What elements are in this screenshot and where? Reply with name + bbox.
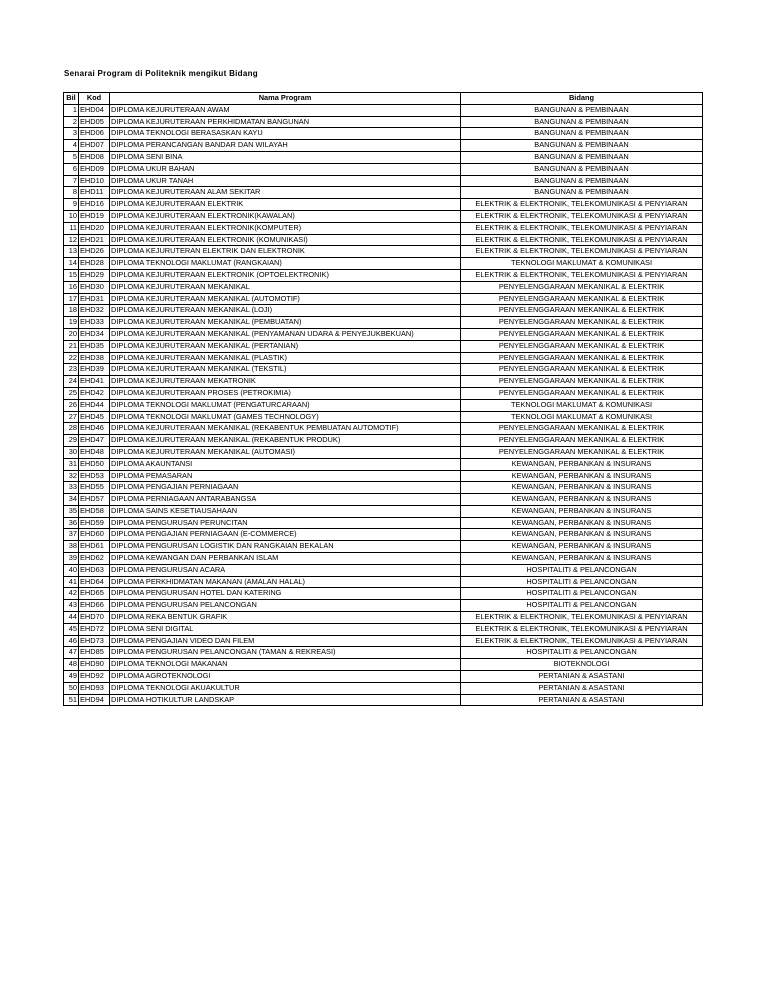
program-field: KEWANGAN, PERBANKAN & INSURANS bbox=[461, 458, 703, 470]
program-name: DIPLOMA KEJURUTERAAN MEKANIKAL (PERTANIAN) bbox=[110, 340, 461, 352]
table-row bbox=[64, 576, 703, 588]
row-number: 4 bbox=[64, 140, 79, 152]
program-code: EHD73 bbox=[79, 635, 110, 647]
table-row bbox=[64, 635, 703, 647]
program-code: EHD46 bbox=[79, 423, 110, 435]
program-name: DIPLOMA KEJURUTERAAN MEKANIKAL (PLASTIK) bbox=[110, 352, 461, 364]
program-field: BANGUNAN & PEMBINAAN bbox=[461, 128, 703, 140]
program-code: EHD19 bbox=[79, 210, 110, 222]
program-name: DIPLOMA TEKNOLOGI MAKANAN bbox=[110, 659, 461, 671]
program-field: ELEKTRIK & ELEKTRONIK, TELEKOMUNIKASI & PENYIARAN bbox=[461, 635, 703, 647]
table-row bbox=[64, 340, 703, 352]
program-field: PENYELENGGARAAN MEKANIKAL & ELEKTRIK bbox=[461, 281, 703, 293]
table-row bbox=[64, 517, 703, 529]
row-number: 41 bbox=[64, 576, 79, 588]
row-number: 24 bbox=[64, 376, 79, 388]
program-code: EHD45 bbox=[79, 411, 110, 423]
row-number: 47 bbox=[64, 647, 79, 659]
program-field: PENYELENGGARAAN MEKANIKAL & ELEKTRIK bbox=[461, 328, 703, 340]
program-code: EHD50 bbox=[79, 458, 110, 470]
program-name: DIPLOMA KEJURUTERAN ELEKTRIK DAN ELEKTRONIK bbox=[110, 246, 461, 258]
table-row bbox=[64, 234, 703, 246]
program-field: KEWANGAN, PERBANKAN & INSURANS bbox=[461, 494, 703, 506]
program-code: EHD65 bbox=[79, 588, 110, 600]
program-field: TEKNOLOGI MAKLUMAT & KOMUNIKASI bbox=[461, 258, 703, 270]
program-field: KEWANGAN, PERBANKAN & INSURANS bbox=[461, 505, 703, 517]
program-code: EHD92 bbox=[79, 671, 110, 683]
table-row bbox=[64, 281, 703, 293]
program-name: DIPLOMA KEJURUTERAAN ELEKTRONIK(KAWALAN) bbox=[110, 210, 461, 222]
program-code: EHD94 bbox=[79, 694, 110, 706]
row-number: 8 bbox=[64, 187, 79, 199]
program-name: DIPLOMA PENGURUSAN PELANCONGAN bbox=[110, 600, 461, 612]
table-row bbox=[64, 446, 703, 458]
program-name: DIPLOMA SENI BINA bbox=[110, 151, 461, 163]
table-row bbox=[64, 352, 703, 364]
program-field: PENYELENGGARAAN MEKANIKAL & ELEKTRIK bbox=[461, 376, 703, 388]
table-row bbox=[64, 553, 703, 565]
program-code: EHD53 bbox=[79, 470, 110, 482]
header-bil: Bil bbox=[64, 93, 79, 105]
table-row bbox=[64, 541, 703, 553]
program-code: EHD63 bbox=[79, 564, 110, 576]
program-field: ELEKTRIK & ELEKTRONIK, TELEKOMUNIKASI & PENYIARAN bbox=[461, 269, 703, 281]
program-field: PENYELENGGARAAN MEKANIKAL & ELEKTRIK bbox=[461, 364, 703, 376]
table-row bbox=[64, 199, 703, 211]
program-name: DIPLOMA UKUR BAHAN bbox=[110, 163, 461, 175]
program-field: BANGUNAN & PEMBINAAN bbox=[461, 104, 703, 116]
program-name: DIPLOMA TEKNOLOGI MAKLUMAT (GAMES TECHNOLOGY) bbox=[110, 411, 461, 423]
program-code: EHD38 bbox=[79, 352, 110, 364]
row-number: 18 bbox=[64, 305, 79, 317]
row-number: 46 bbox=[64, 635, 79, 647]
table-row bbox=[64, 246, 703, 258]
row-number: 49 bbox=[64, 671, 79, 683]
table-row bbox=[64, 104, 703, 116]
program-field: HOSPITALITI & PELANCONGAN bbox=[461, 564, 703, 576]
program-code: EHD61 bbox=[79, 541, 110, 553]
table-row bbox=[64, 376, 703, 388]
program-code: EHD58 bbox=[79, 505, 110, 517]
row-number: 51 bbox=[64, 694, 79, 706]
table-row bbox=[64, 682, 703, 694]
row-number: 16 bbox=[64, 281, 79, 293]
table-row bbox=[64, 671, 703, 683]
table-body bbox=[64, 104, 703, 706]
program-code: EHD26 bbox=[79, 246, 110, 258]
table-row bbox=[64, 399, 703, 411]
row-number: 38 bbox=[64, 541, 79, 553]
program-name: DIPLOMA PENGURUSAN PELANCONGAN (TAMAN & REKREASI) bbox=[110, 647, 461, 659]
program-code: EHD42 bbox=[79, 387, 110, 399]
program-name: DIPLOMA PERANCANGAN BANDAR DAN WILAYAH bbox=[110, 140, 461, 152]
program-name: DIPLOMA HOTIKULTUR LANDSKAP bbox=[110, 694, 461, 706]
program-code: EHD28 bbox=[79, 258, 110, 270]
program-name: DIPLOMA KEJURUTERAAN MEKANIKAL bbox=[110, 281, 461, 293]
program-code: EHD30 bbox=[79, 281, 110, 293]
program-name: DIPLOMA UKUR TANAH bbox=[110, 175, 461, 187]
program-code: EHD57 bbox=[79, 494, 110, 506]
program-field: ELEKTRIK & ELEKTRONIK, TELEKOMUNIKASI & PENYIARAN bbox=[461, 246, 703, 258]
row-number: 33 bbox=[64, 482, 79, 494]
program-field: ELEKTRIK & ELEKTRONIK, TELEKOMUNIKASI & PENYIARAN bbox=[461, 222, 703, 234]
table-row bbox=[64, 328, 703, 340]
program-field: BANGUNAN & PEMBINAAN bbox=[461, 151, 703, 163]
row-number: 34 bbox=[64, 494, 79, 506]
row-number: 21 bbox=[64, 340, 79, 352]
program-code: EHD48 bbox=[79, 446, 110, 458]
program-name: DIPLOMA KEJURUTERAAN MEKATRONIK bbox=[110, 376, 461, 388]
program-field: PENYELENGGARAAN MEKANIKAL & ELEKTRIK bbox=[461, 340, 703, 352]
row-number: 25 bbox=[64, 387, 79, 399]
row-number: 11 bbox=[64, 222, 79, 234]
table-row bbox=[64, 258, 703, 270]
program-code: EHD10 bbox=[79, 175, 110, 187]
row-number: 32 bbox=[64, 470, 79, 482]
row-number: 14 bbox=[64, 258, 79, 270]
program-field: ELEKTRIK & ELEKTRONIK, TELEKOMUNIKASI & PENYIARAN bbox=[461, 623, 703, 635]
program-name: DIPLOMA PERNIAGAAN ANTARABANGSA bbox=[110, 494, 461, 506]
program-code: EHD93 bbox=[79, 682, 110, 694]
table-row bbox=[64, 364, 703, 376]
table-row bbox=[64, 151, 703, 163]
program-field: HOSPITALITI & PELANCONGAN bbox=[461, 647, 703, 659]
header-nama-program: Nama Program bbox=[110, 93, 461, 105]
program-field: PENYELENGGARAAN MEKANIKAL & ELEKTRIK bbox=[461, 317, 703, 329]
program-code: EHD07 bbox=[79, 140, 110, 152]
table-row bbox=[64, 435, 703, 447]
row-number: 39 bbox=[64, 553, 79, 565]
table-row bbox=[64, 387, 703, 399]
table-row bbox=[64, 116, 703, 128]
program-field: BANGUNAN & PEMBINAAN bbox=[461, 116, 703, 128]
row-number: 26 bbox=[64, 399, 79, 411]
program-name: DIPLOMA KEJURUTERAAN MEKANIKAL (LOJI) bbox=[110, 305, 461, 317]
program-name: DIPLOMA KEJURUTERAAN PROSES (PETROKIMIA) bbox=[110, 387, 461, 399]
program-name: DIPLOMA KEJURUTERAAN MEKANIKAL (AUTOMOTIF) bbox=[110, 293, 461, 305]
program-code: EHD39 bbox=[79, 364, 110, 376]
row-number: 27 bbox=[64, 411, 79, 423]
table-row bbox=[64, 423, 703, 435]
table-row bbox=[64, 600, 703, 612]
row-number: 36 bbox=[64, 517, 79, 529]
program-field: PENYELENGGARAAN MEKANIKAL & ELEKTRIK bbox=[461, 423, 703, 435]
program-field: ELEKTRIK & ELEKTRONIK, TELEKOMUNIKASI & PENYIARAN bbox=[461, 199, 703, 211]
row-number: 6 bbox=[64, 163, 79, 175]
program-name: DIPLOMA PENGURUSAN PERUNCITAN bbox=[110, 517, 461, 529]
table-row bbox=[64, 411, 703, 423]
program-field: HOSPITALITI & PELANCONGAN bbox=[461, 576, 703, 588]
program-code: EHD29 bbox=[79, 269, 110, 281]
program-name: DIPLOMA TEKNOLOGI AKUAKULTUR bbox=[110, 682, 461, 694]
program-code: EHD34 bbox=[79, 328, 110, 340]
program-name: DIPLOMA PENGAJIAN PERNIAGAAN (E-COMMERCE) bbox=[110, 529, 461, 541]
program-name: DIPLOMA PENGURUSAN HOTEL DAN KATERING bbox=[110, 588, 461, 600]
row-number: 23 bbox=[64, 364, 79, 376]
row-number: 10 bbox=[64, 210, 79, 222]
program-name: DIPLOMA KEJURUTERAAN MEKANIKAL (REKABENTUK PRODUK) bbox=[110, 435, 461, 447]
program-field: KEWANGAN, PERBANKAN & INSURANS bbox=[461, 541, 703, 553]
table-row bbox=[64, 293, 703, 305]
table-row bbox=[64, 458, 703, 470]
program-code: EHD32 bbox=[79, 305, 110, 317]
table-row bbox=[64, 163, 703, 175]
program-name: DIPLOMA AKAUNTANSI bbox=[110, 458, 461, 470]
program-field: ELEKTRIK & ELEKTRONIK, TELEKOMUNIKASI & PENYIARAN bbox=[461, 210, 703, 222]
table-row bbox=[64, 269, 703, 281]
program-name: DIPLOMA KEJURUTERAAN MEKANIKAL (PENYAMANAN UDARA & PENYEJUKBEKUAN) bbox=[110, 328, 461, 340]
table-row bbox=[64, 482, 703, 494]
row-number: 12 bbox=[64, 234, 79, 246]
program-name: DIPLOMA PENGAJIAN VIDEO DAN FILEM bbox=[110, 635, 461, 647]
program-name: DIPLOMA KEJURUTERAAN ELEKTRIK bbox=[110, 199, 461, 211]
program-code: EHD04 bbox=[79, 104, 110, 116]
program-name: DIPLOMA SAINS KESETIAUSAHAAN bbox=[110, 505, 461, 517]
row-number: 43 bbox=[64, 600, 79, 612]
table-row bbox=[64, 210, 703, 222]
program-field: BIOTEKNOLOGI bbox=[461, 659, 703, 671]
program-code: EHD11 bbox=[79, 187, 110, 199]
program-field: BANGUNAN & PEMBINAAN bbox=[461, 187, 703, 199]
program-field: TEKNOLOGI MAKLUMAT & KOMUNIKASI bbox=[461, 411, 703, 423]
row-number: 31 bbox=[64, 458, 79, 470]
program-name: DIPLOMA TEKNOLOGI BERASASKAN KAYU bbox=[110, 128, 461, 140]
program-name: DIPLOMA TEKNOLOGI MAKLUMAT (RANGKAIAN) bbox=[110, 258, 461, 270]
table-row bbox=[64, 140, 703, 152]
table-row bbox=[64, 317, 703, 329]
table-row bbox=[64, 612, 703, 624]
row-number: 35 bbox=[64, 505, 79, 517]
row-number: 9 bbox=[64, 199, 79, 211]
program-code: EHD66 bbox=[79, 600, 110, 612]
row-number: 45 bbox=[64, 623, 79, 635]
program-field: PERTANIAN & ASASTANI bbox=[461, 682, 703, 694]
document-title: Senarai Program di Politeknik mengikut Bidang bbox=[64, 69, 258, 78]
program-field: TEKNOLOGI MAKLUMAT & KOMUNIKASI bbox=[461, 399, 703, 411]
program-name: DIPLOMA KEJURUTERAAN MEKANIKAL (REKABENTUK PEMBUATAN AUTOMOTIF) bbox=[110, 423, 461, 435]
row-number: 37 bbox=[64, 529, 79, 541]
row-number: 17 bbox=[64, 293, 79, 305]
program-field: HOSPITALITI & PELANCONGAN bbox=[461, 600, 703, 612]
program-field: PENYELENGGARAAN MEKANIKAL & ELEKTRIK bbox=[461, 446, 703, 458]
table-row bbox=[64, 564, 703, 576]
row-number: 20 bbox=[64, 328, 79, 340]
table-row bbox=[64, 694, 703, 706]
table-row bbox=[64, 494, 703, 506]
row-number: 7 bbox=[64, 175, 79, 187]
program-name: DIPLOMA SENI DIGITAL bbox=[110, 623, 461, 635]
program-code: EHD70 bbox=[79, 612, 110, 624]
row-number: 5 bbox=[64, 151, 79, 163]
program-name: DIPLOMA KEJURUTERAAN MEKANIKAL (TEKSTIL) bbox=[110, 364, 461, 376]
program-name: DIPLOMA KEJURUTERAAN ALAM SEKITAR bbox=[110, 187, 461, 199]
row-number: 28 bbox=[64, 423, 79, 435]
program-code: EHD47 bbox=[79, 435, 110, 447]
table-row bbox=[64, 659, 703, 671]
program-field: ELEKTRIK & ELEKTRONIK, TELEKOMUNIKASI & PENYIARAN bbox=[461, 612, 703, 624]
row-number: 40 bbox=[64, 564, 79, 576]
program-name: DIPLOMA KEJURUTERAAN MEKANIKAL (AUTOMASI) bbox=[110, 446, 461, 458]
row-number: 48 bbox=[64, 659, 79, 671]
program-field: PENYELENGGARAAN MEKANIKAL & ELEKTRIK bbox=[461, 293, 703, 305]
row-number: 44 bbox=[64, 612, 79, 624]
program-code: EHD85 bbox=[79, 647, 110, 659]
program-name: DIPLOMA KEJURUTERAAN MEKANIKAL (PEMBUATAN) bbox=[110, 317, 461, 329]
program-name: DIPLOMA PERKHIDMATAN MAKANAN (AMALAN HALAL) bbox=[110, 576, 461, 588]
row-number: 3 bbox=[64, 128, 79, 140]
program-name: DIPLOMA KEJURUTERAAN AWAM bbox=[110, 104, 461, 116]
program-code: EHD60 bbox=[79, 529, 110, 541]
program-code: EHD31 bbox=[79, 293, 110, 305]
program-name: DIPLOMA KEWANGAN DAN PERBANKAN ISLAM bbox=[110, 553, 461, 565]
table-row bbox=[64, 470, 703, 482]
table-row bbox=[64, 175, 703, 187]
program-code: EHD16 bbox=[79, 199, 110, 211]
row-number: 2 bbox=[64, 116, 79, 128]
row-number: 13 bbox=[64, 246, 79, 258]
row-number: 29 bbox=[64, 435, 79, 447]
program-code: EHD20 bbox=[79, 222, 110, 234]
program-field: PERTANIAN & ASASTANI bbox=[461, 694, 703, 706]
program-name: DIPLOMA KEJURUTERAAN PERKHIDMATAN BANGUNAN bbox=[110, 116, 461, 128]
table-row bbox=[64, 128, 703, 140]
program-code: EHD35 bbox=[79, 340, 110, 352]
program-field: KEWANGAN, PERBANKAN & INSURANS bbox=[461, 482, 703, 494]
table-row bbox=[64, 505, 703, 517]
table-header-row bbox=[64, 93, 703, 105]
program-code: EHD41 bbox=[79, 376, 110, 388]
table-row bbox=[64, 529, 703, 541]
program-field: PENYELENGGARAAN MEKANIKAL & ELEKTRIK bbox=[461, 352, 703, 364]
program-code: EHD44 bbox=[79, 399, 110, 411]
program-name: DIPLOMA AGROTEKNOLOGI bbox=[110, 671, 461, 683]
program-code: EHD59 bbox=[79, 517, 110, 529]
row-number: 19 bbox=[64, 317, 79, 329]
program-code: EHD90 bbox=[79, 659, 110, 671]
program-code: EHD21 bbox=[79, 234, 110, 246]
program-name: DIPLOMA REKA BENTUK GRAFIK bbox=[110, 612, 461, 624]
program-field: KEWANGAN, PERBANKAN & INSURANS bbox=[461, 553, 703, 565]
program-code: EHD08 bbox=[79, 151, 110, 163]
table-row bbox=[64, 305, 703, 317]
program-field: BANGUNAN & PEMBINAAN bbox=[461, 163, 703, 175]
program-field: KEWANGAN, PERBANKAN & INSURANS bbox=[461, 470, 703, 482]
program-code: EHD33 bbox=[79, 317, 110, 329]
program-code: EHD06 bbox=[79, 128, 110, 140]
header-kod: Kod bbox=[79, 93, 110, 105]
program-name: DIPLOMA KEJURUTERAAN ELEKTRONIK (OPTOELEKTRONIK) bbox=[110, 269, 461, 281]
table-row bbox=[64, 222, 703, 234]
program-field: KEWANGAN, PERBANKAN & INSURANS bbox=[461, 529, 703, 541]
program-field: ELEKTRIK & ELEKTRONIK, TELEKOMUNIKASI & PENYIARAN bbox=[461, 234, 703, 246]
program-field: BANGUNAN & PEMBINAAN bbox=[461, 140, 703, 152]
program-name: DIPLOMA PEMASARAN bbox=[110, 470, 461, 482]
row-number: 22 bbox=[64, 352, 79, 364]
row-number: 50 bbox=[64, 682, 79, 694]
program-name: DIPLOMA PENGURUSAN ACARA bbox=[110, 564, 461, 576]
program-field: HOSPITALITI & PELANCONGAN bbox=[461, 588, 703, 600]
program-code: EHD62 bbox=[79, 553, 110, 565]
row-number: 30 bbox=[64, 446, 79, 458]
program-field: PENYELENGGARAAN MEKANIKAL & ELEKTRIK bbox=[461, 435, 703, 447]
program-name: DIPLOMA KEJURUTERAAN ELEKTRONIK (KOMUNIKASI) bbox=[110, 234, 461, 246]
program-code: EHD64 bbox=[79, 576, 110, 588]
program-field: PENYELENGGARAAN MEKANIKAL & ELEKTRIK bbox=[461, 387, 703, 399]
table-row bbox=[64, 588, 703, 600]
program-name: DIPLOMA PENGAJIAN PERNIAGAAN bbox=[110, 482, 461, 494]
program-name: DIPLOMA TEKNOLOGI MAKLUMAT (PENGATURCARAAN) bbox=[110, 399, 461, 411]
program-name: DIPLOMA PENGURUSAN LOGISTIK DAN RANGKAIAN BEKALAN bbox=[110, 541, 461, 553]
program-table bbox=[63, 92, 703, 706]
table-row bbox=[64, 647, 703, 659]
program-field: PENYELENGGARAAN MEKANIKAL & ELEKTRIK bbox=[461, 305, 703, 317]
program-code: EHD72 bbox=[79, 623, 110, 635]
program-field: KEWANGAN, PERBANKAN & INSURANS bbox=[461, 517, 703, 529]
table-row bbox=[64, 187, 703, 199]
program-name: DIPLOMA KEJURUTERAAN ELEKTRONIK(KOMPUTER) bbox=[110, 222, 461, 234]
program-code: EHD05 bbox=[79, 116, 110, 128]
program-field: PERTANIAN & ASASTANI bbox=[461, 671, 703, 683]
program-code: EHD55 bbox=[79, 482, 110, 494]
table-row bbox=[64, 623, 703, 635]
program-code: EHD09 bbox=[79, 163, 110, 175]
row-number: 42 bbox=[64, 588, 79, 600]
header-bidang: Bidang bbox=[461, 93, 703, 105]
program-field: BANGUNAN & PEMBINAAN bbox=[461, 175, 703, 187]
row-number: 15 bbox=[64, 269, 79, 281]
row-number: 1 bbox=[64, 104, 79, 116]
